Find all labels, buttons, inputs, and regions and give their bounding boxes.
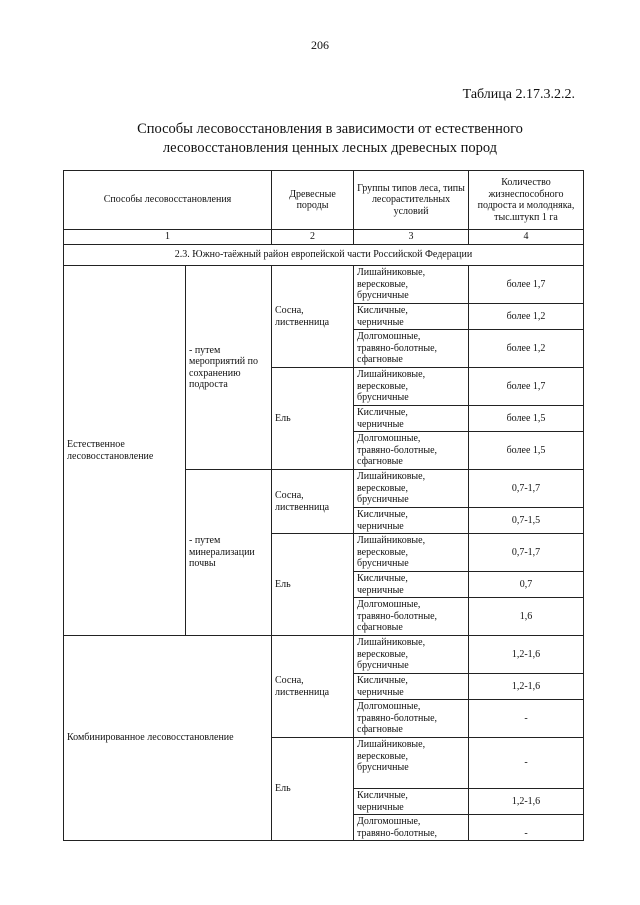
value-cell: 0,7 (469, 572, 584, 598)
page-number: 206 (311, 38, 329, 52)
forest-type-sorrel: Кисличные, черничные (354, 406, 469, 432)
value-cell: 0,7-1,5 (469, 508, 584, 534)
reforestation-table (63, 170, 584, 841)
value-cell: - (469, 738, 584, 789)
value-cell: 1,2-1,6 (469, 636, 584, 674)
forest-type-sorrel: Кисличные, черничные (354, 789, 469, 815)
species-spruce: Ель (272, 368, 354, 470)
value-cell: более 1,7 (469, 266, 584, 304)
forest-type-lichen: Лишайниковые, вересковые, брусничные (354, 636, 469, 674)
column-number: 4 (469, 230, 584, 245)
table-row (64, 266, 584, 304)
table-row (64, 636, 584, 674)
header-quantity: Количество жизнеспособного подроста и молодняка, тыс.штукп 1 га (469, 171, 584, 230)
table-title-line-2: лесовосстановления ценных лесных древесных пород (162, 140, 498, 156)
value-cell: более 1,2 (469, 304, 584, 330)
forest-type-moss: Долгомошные, травяно-болотные, сфагновые (354, 330, 469, 368)
header-method: Способы лесовосстановления (64, 171, 272, 230)
value-cell: более 1,7 (469, 368, 584, 406)
forest-type-moss: Долгомошные, травяно-болотные, сфагновые (354, 598, 469, 636)
table-title-line-1: Способы лесовосстановления в зависимости от естественного (137, 121, 523, 137)
forest-type-lichen: Лишайниковые, вересковые, брусничные (354, 470, 469, 508)
header-row (64, 171, 584, 230)
region-heading: 2.3. Южно-таёжный район европейской части Российской Федерации (64, 245, 584, 266)
value-cell: 1,2-1,6 (469, 789, 584, 815)
value-cell: более 1,5 (469, 432, 584, 470)
submethod-preserve: - путем мероприятий по сохранению подроста (186, 266, 272, 470)
method-combined: Комбинированное лесовосстановление (64, 636, 272, 841)
forest-type-sorrel: Кисличные, черничные (354, 674, 469, 700)
species-spruce: Ель (272, 534, 354, 636)
species-spruce: Ель (272, 738, 354, 841)
column-number: 3 (354, 230, 469, 245)
header-forest-types: Группы типов леса, типы лесорастительных условий (354, 171, 469, 230)
value-cell: 1,6 (469, 598, 584, 636)
forest-type-sorrel: Кисличные, черничные (354, 508, 469, 534)
forest-type-moss-cut: Долгомошные, травяно-болотные, (354, 815, 469, 841)
value-cell: 0,7-1,7 (469, 534, 584, 572)
table-title (80, 120, 580, 158)
column-numbers-row (64, 230, 584, 245)
region-row (64, 245, 584, 266)
forest-type-sorrel: Кисличные, черничные (354, 572, 469, 598)
forest-type-lichen: Лишайниковые, вересковые, брусничные (354, 534, 469, 572)
value-cell: более 1,5 (469, 406, 584, 432)
column-number: 2 (272, 230, 354, 245)
value-cell: - (469, 815, 584, 841)
forest-type-lichen: Лишайниковые, вересковые, брусничные (354, 738, 469, 789)
species-pine-larch: Сосна, лиственница (272, 470, 354, 534)
forest-type-moss: Долгомошные, травяно-болотные, сфагновые (354, 432, 469, 470)
species-pine-larch: Сосна, лиственница (272, 266, 354, 368)
forest-type-lichen: Лишайниковые, вересковые, брусничные (354, 368, 469, 406)
forest-type-lichen: Лишайниковые, вересковые, брусничные (354, 266, 469, 304)
value-cell: - (469, 700, 584, 738)
header-species: Древесные породы (272, 171, 354, 230)
value-cell: более 1,2 (469, 330, 584, 368)
forest-type-sorrel: Кисличные, черничные (354, 304, 469, 330)
column-number: 1 (64, 230, 272, 245)
submethod-mineral: - путем минерализации почвы (186, 470, 272, 636)
value-cell: 1,2-1,6 (469, 674, 584, 700)
value-cell: 0,7-1,7 (469, 470, 584, 508)
forest-type-moss: Долгомошные, травяно-болотные, сфагновые (354, 700, 469, 738)
species-pine-larch: Сосна, лиственница (272, 636, 354, 738)
method-natural: Естественное лесовосстановление (64, 266, 186, 636)
table-id: Таблица 2.17.3.2.2. (462, 87, 575, 102)
